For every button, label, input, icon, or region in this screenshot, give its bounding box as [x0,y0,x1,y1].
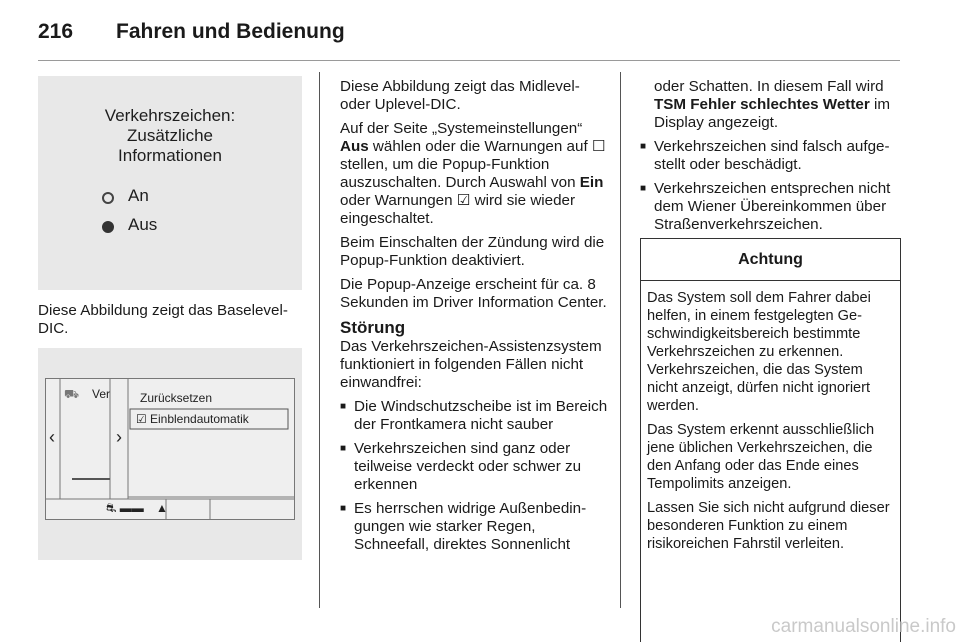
list-item: ■ Es herrschen widrige Außenbedingungen wie starker Regen, Schneefall, direktes Sonnenlicht [340,500,608,554]
list-item: ■ Die Windschutzscheibe ist im Bereich der Frontkamera nicht sauber [340,398,608,434]
figure-title-line: Zusätzliche [127,126,213,145]
text-span: oder Schatten. In diesem Fall wird [654,78,884,95]
watermark: carmanualsonline.info [771,616,956,637]
header-rule [38,60,900,61]
option-aus-label: Aus [128,215,158,234]
paragraph: Beim Einschalten der Zündung wird die Popup-Funktion deaktiviert. [340,234,605,269]
column-divider [620,72,621,608]
text-span: oder Warnungen ☑ wird sie wieder eingeschaltet. [340,192,576,227]
car-icon: ⛟ [64,387,80,401]
dic-screen [45,378,295,520]
text-span: wählen oder die Warnungen auf ☐ stellen, um die Popup-Funktion auszuschalten. Durch Auswahl von [340,138,606,191]
figure-title-line: Informationen [118,146,222,165]
page-number: 216 [38,20,74,43]
bold-term: Aus [340,138,369,155]
bold-term: TSM Fehler schlechtes Wetter [654,96,870,113]
paragraph [640,78,904,132]
column-divider [319,72,320,608]
midlevel-dic-figure [38,76,302,290]
tab-label: Ver [92,387,111,401]
list-item: ■ Verkehrszeichen entsprechen nicht dem Wiener Übereinkommen über Straßenverkehrszeichen. [640,180,904,234]
paragraph: Das System soll dem Fahrer dabei helfen, in einem festgelegten Geschwindigkeitsbereich bestimmte Verkehrszeichen zu erkennen. Verkehrszeichen, die das System nicht anzeigt, dürfen nicht ignoriert werden. [647,290,871,414]
warning-body [641,281,900,553]
text-span: Auf der Seite „Systemeinstellungen“ [340,120,583,137]
chevron-right-icon: › [116,427,122,447]
paragraph: Das System erkennt ausschließlich jene üblichen Verkehrszeichen, die den Anfang oder das Ende eines Tempolimits anzeigen. [647,422,875,492]
warning-title: Achtung [641,239,900,281]
list-item: ■ Verkehrszeichen sind ganz oder teilweise verdeckt oder schwer zu erkennen [340,440,608,494]
paragraph: Die Popup-Anzeige erscheint für ca. 8 Sekunden im Driver Information Center. [340,276,607,311]
paragraph: Lassen Sie sich nicht aufgrund dieser besonderen Funktion zu einem risikoreichen Fahrstil verleiten. [647,500,890,552]
tsr-camera-icon: ⛐ ▬▬ [106,501,144,515]
menu-item-reset: Zurücksetzen [140,391,213,405]
paragraph: Diese Abbildung zeigt das Midlevel- oder Uplevel-DIC. [340,78,580,113]
bullet-list [340,398,608,554]
baselevel-dic-figure [38,348,302,560]
checkbox-checked-icon: ☑ [136,412,147,426]
radio-aus-icon [102,221,114,233]
paragraph: Das Verkehrszeichen-Assistenzsystem funktioniert in folgenden Fällen nicht einwandfrei: [340,338,602,391]
bullet-list [640,138,904,234]
figure-title-line: Verkehrszeichen: [104,106,236,125]
page-title: Fahren und Bedienung [116,20,345,43]
option-an-label: An [128,186,149,205]
column-2 [340,78,608,560]
list-item: ■ Verkehrszeichen sind falsch aufgestellt oder beschädigt. [640,138,904,174]
radio-an-icon [102,192,114,204]
warning-box [640,238,901,642]
menu-item-auto: Einblendautomatik [150,412,249,426]
section-heading: Störung [340,318,406,337]
text-span: im Display angezeigt. [654,96,891,131]
bold-term: Ein [579,174,604,191]
chevron-left-icon: ‹ [49,427,55,447]
column-3 [640,78,904,240]
paragraph [340,120,608,228]
lane-icon: ▲ [156,501,168,515]
baselevel-caption: Diese Abbildung zeigt das Baselevel-DIC. [38,302,288,337]
